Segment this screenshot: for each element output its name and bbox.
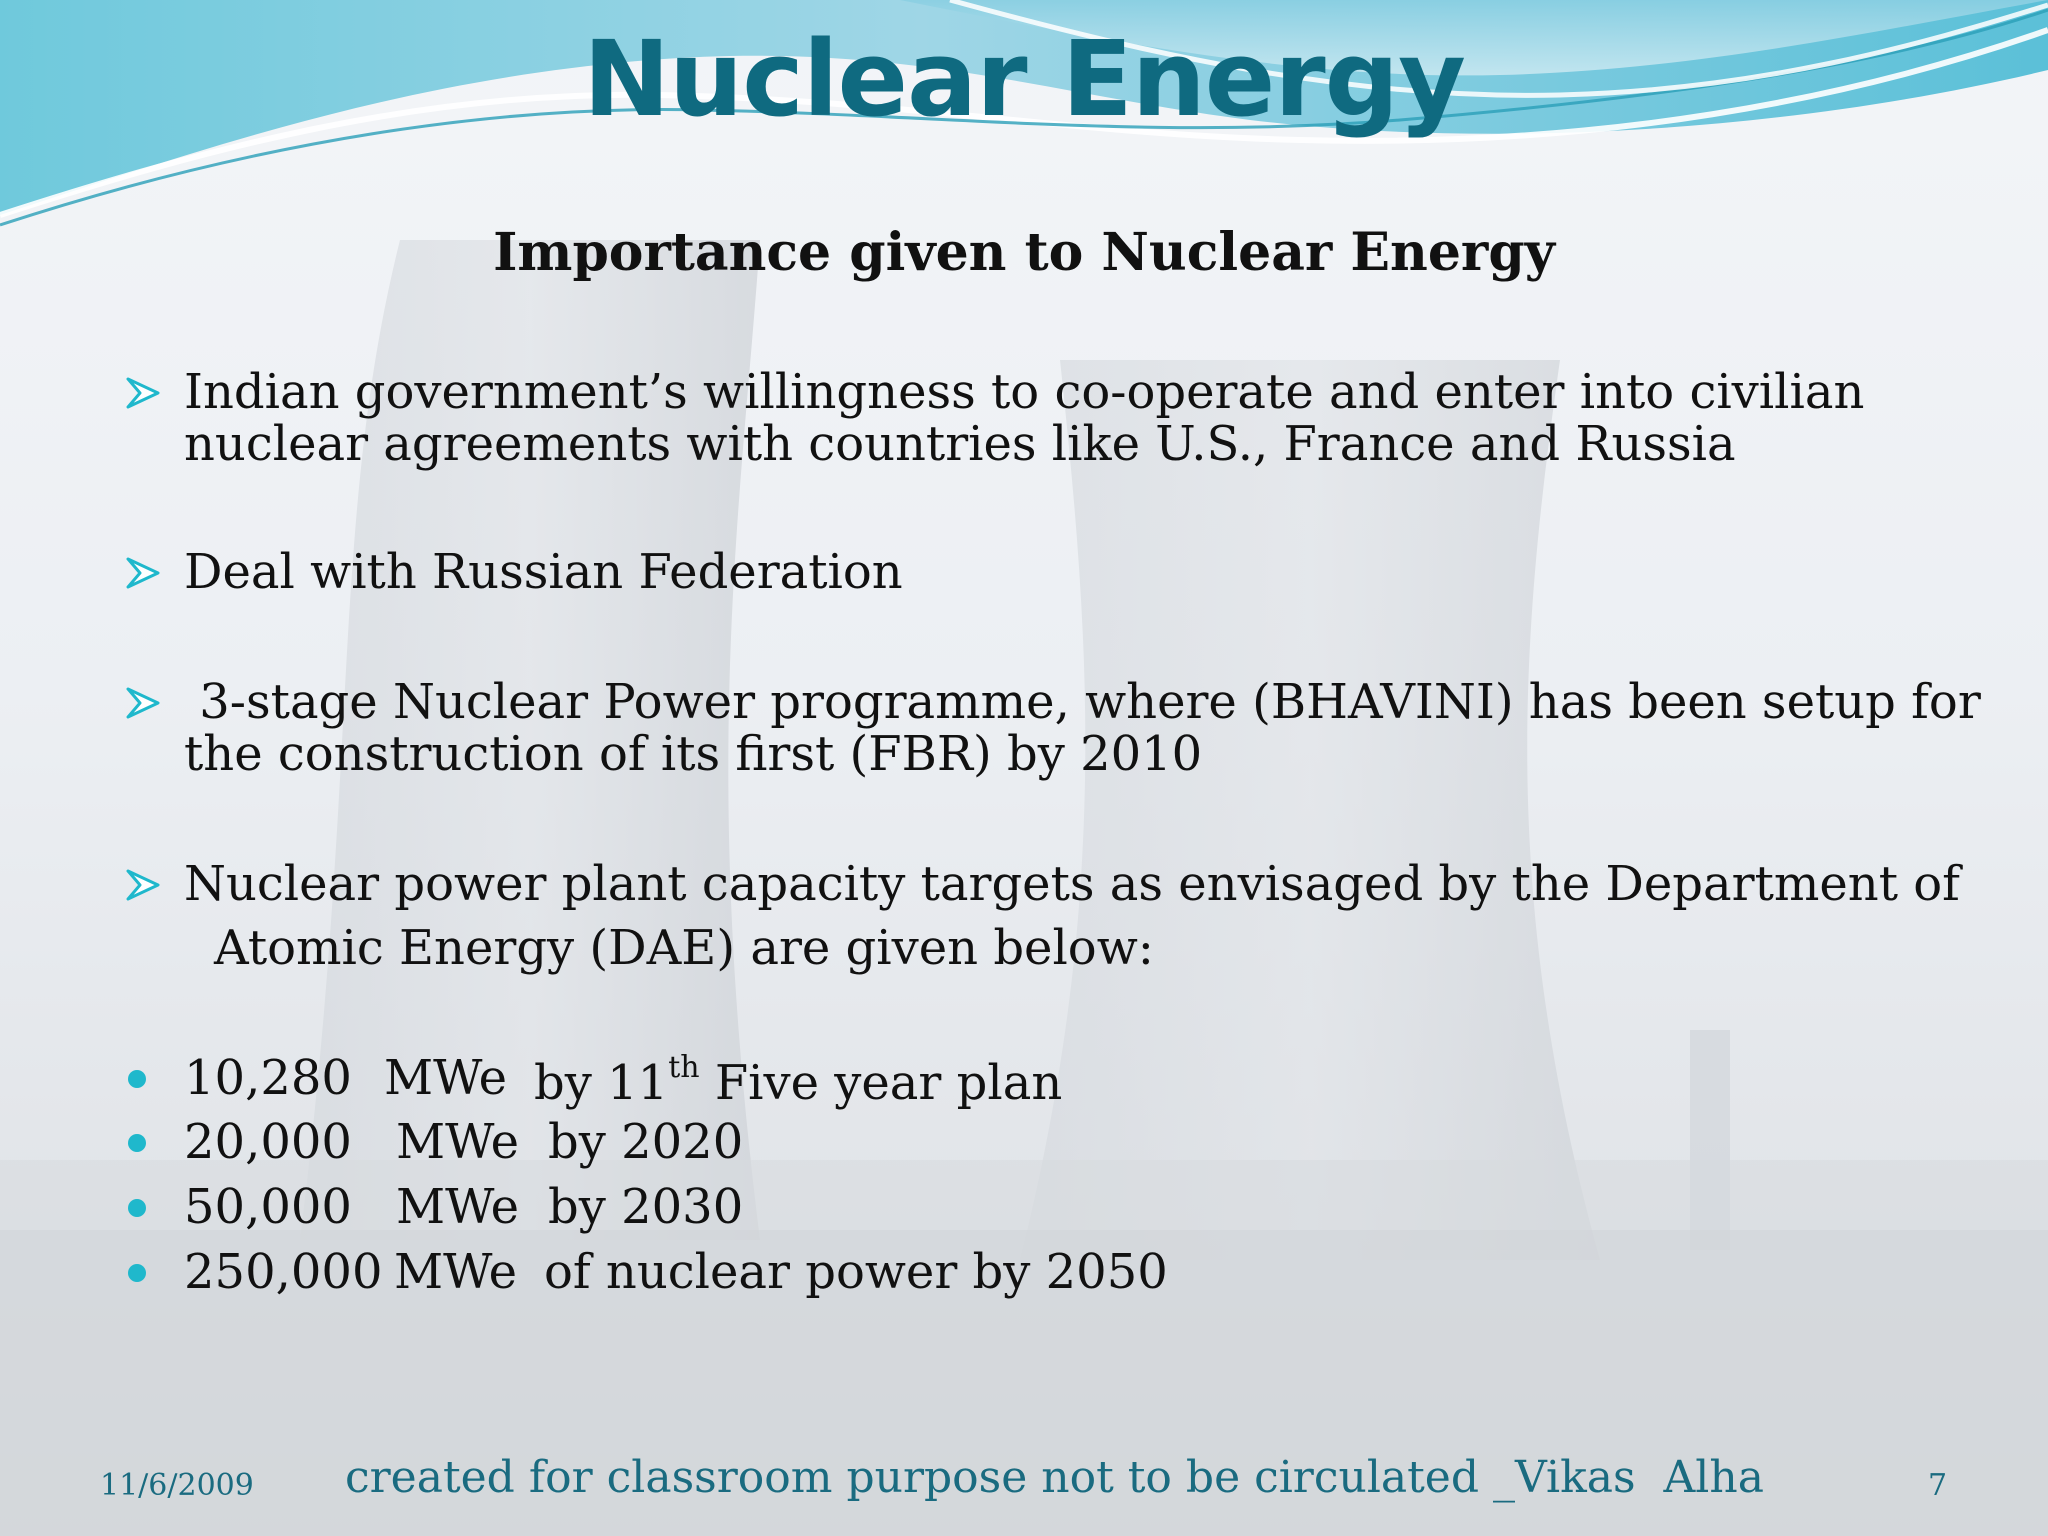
bullet-4-line-1: Nuclear power plant capacity targets as envisaged by the Department of [184, 856, 1960, 912]
target-description: by 2030 [548, 1179, 744, 1235]
dot-bullet-icon [128, 1199, 146, 1217]
target-unit: MWe [394, 1244, 517, 1300]
target-prefix: by 11 [534, 1055, 669, 1111]
target-description: by 2020 [548, 1114, 744, 1170]
footer-note: created for classroom purpose not to be circulated _Vikas Alha [345, 1452, 1764, 1503]
target-description: of nuclear power by 2050 [544, 1244, 1168, 1300]
page-number: 7 [1928, 1468, 1948, 1503]
bullet-3-line-1: 3-stage Nuclear Power programme, where (BHAVINI) has been setup for [184, 674, 1981, 730]
target-suffix: Five year plan [699, 1055, 1063, 1111]
target-superscript: th [668, 1050, 700, 1085]
dot-bullet-icon [128, 1134, 146, 1152]
bullet-3-line-2: the construction of its first (FBR) by 2010 [184, 726, 1203, 782]
arrow-bullet-icon [126, 556, 160, 590]
dot-bullet-icon [128, 1264, 146, 1282]
target-value: 50,000 [184, 1179, 352, 1235]
dot-bullet-icon [128, 1070, 146, 1088]
bullet-4-line-2: Atomic Energy (DAE) are given below: [214, 920, 1154, 976]
target-unit: MWe [396, 1114, 519, 1170]
slide-subtitle: Importance given to Nuclear Energy [493, 222, 1555, 283]
arrow-bullet-icon [126, 868, 160, 902]
target-unit: MWe [384, 1050, 507, 1106]
bullet-1-line-1: Indian government’s willingness to co-operate and enter into civilian [184, 364, 1865, 420]
arrow-bullet-icon [126, 376, 160, 410]
target-unit: MWe [396, 1179, 519, 1235]
bullet-2-line-1: Deal with Russian Federation [184, 544, 903, 600]
slide-title: Nuclear Energy [583, 18, 1465, 140]
target-value: 250,000 [184, 1244, 383, 1300]
bullet-1-line-2: nuclear agreements with countries like U.S., France and Russia [184, 416, 1736, 472]
target-value: 20,000 [184, 1114, 352, 1170]
footer-date: 11/6/2009 [100, 1468, 254, 1503]
arrow-bullet-icon [126, 686, 160, 720]
target-value: 10,280 [184, 1050, 352, 1106]
target-description [534, 1050, 1062, 1111]
